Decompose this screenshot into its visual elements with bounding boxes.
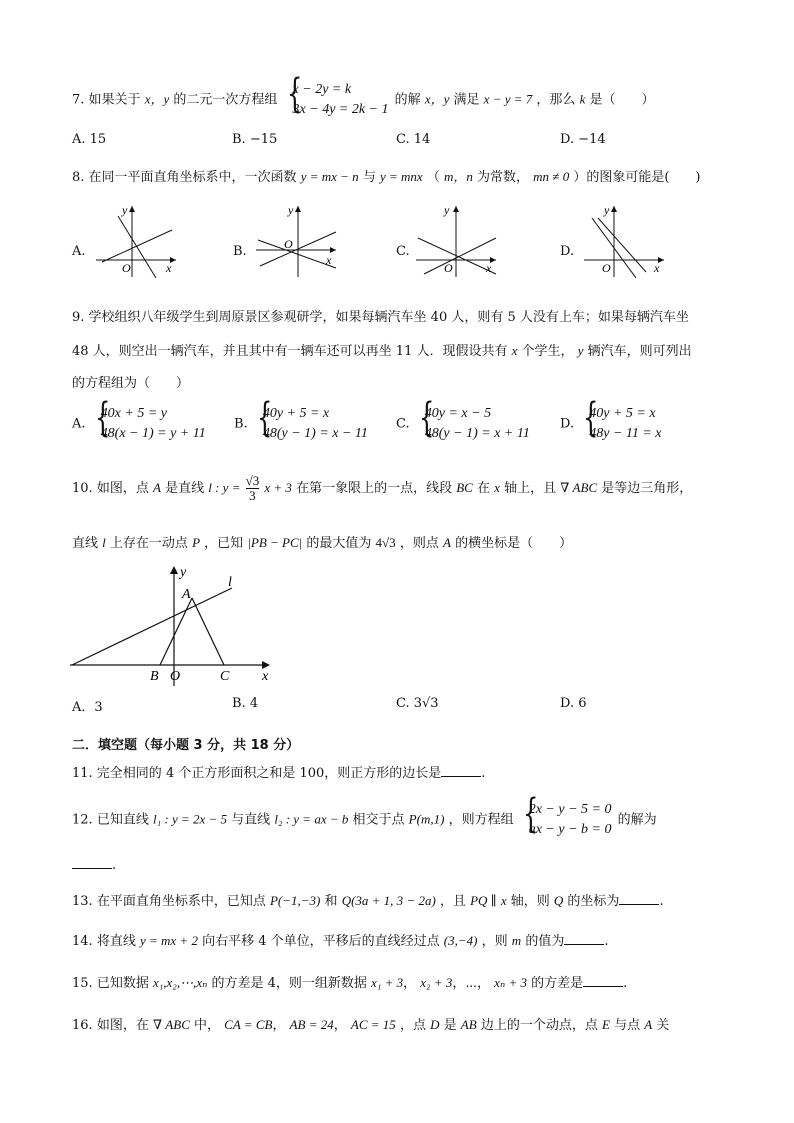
side-ac (192, 598, 224, 665)
origin-label: O (444, 261, 453, 275)
x-label: x (326, 253, 332, 267)
y-arrow (611, 206, 617, 212)
l-label: l (228, 575, 232, 590)
q8-graph-a (92, 202, 182, 280)
question-9-line-3: 的方程组为（ ） (72, 376, 190, 391)
equation-system: { 2x − y − 5 = 0 ax − y − b = 0 (520, 800, 612, 840)
q9-option-d[interactable]: D. { 40y + 5 = x 48y − 11 = x (560, 404, 664, 444)
q8-option-c[interactable]: C. (396, 244, 410, 259)
question-14: 14. 将直线 y = mx + 2 向右平移 4 个单位，平移后的直线经过点 (3,−4) ，则 m 的值为 . (72, 933, 609, 949)
answer-blank[interactable] (441, 764, 481, 777)
graph-line-1 (102, 230, 172, 262)
x-label: x (486, 261, 492, 275)
y-arrow (170, 566, 178, 574)
y-arrow (129, 206, 135, 212)
question-9-line-1: 9. 学校组织八年级学生到周原景区参观研学，如果每辆汽车坐 40 人，则有 5 人没有上车；如果每辆汽车坐 (72, 310, 689, 325)
q9-option-b[interactable]: B. { 40y + 5 = x 48(y − 1) = x − 11 (234, 404, 370, 444)
q7-option-a[interactable]: A. 15 (72, 132, 107, 147)
origin-label: O (602, 261, 611, 275)
q8-option-a[interactable]: A. (72, 244, 86, 259)
q10-option-d[interactable]: D. 6 (560, 696, 587, 711)
answer-blank[interactable] (583, 974, 623, 987)
point-b-label: B (150, 669, 159, 684)
point-c-label: C (220, 669, 230, 684)
question-12: 12. 已知直线 l₁ : y = 2x − 5 与直线 l₂ : y = ax − b 相交于点 P(m,1) ，则方程组 { 2x − y − 5 = 0 ax − y − b = 0 的解为 (72, 800, 657, 840)
origin-label: O (284, 237, 293, 251)
q10-option-b[interactable]: B. 4 (232, 696, 259, 711)
y-arrow (453, 206, 459, 212)
q7-option-d[interactable]: D. −14 (560, 132, 606, 147)
graph-line-1 (258, 240, 336, 268)
question-8: 8. 在同一平面直角坐标系中，一次函数 y = mx − n 与 y = mnx （ m，n 为常数， mn ≠ 0 ）的图象可能是( ) (72, 169, 701, 185)
q8-graph-d (580, 202, 670, 280)
q8-option-b[interactable]: B. (233, 244, 247, 259)
line-l (72, 588, 232, 665)
question-16: 16. 如图，在 ∇ ABC 中， CA = CB， AB = 24， AC = 15 ，点 D 是 AB 边上的一个动点，点 E 与点 A 关 (72, 1017, 670, 1033)
question-11: 11. 完全相同的 4 个正方形面积之和是 100，则正方形的边长是 . (72, 766, 486, 781)
q8-option-d[interactable]: D. (560, 244, 575, 259)
question-12-answer: . (72, 856, 116, 873)
x-label: x (262, 669, 269, 684)
q9-option-a[interactable]: A. { 40x + 5 = y 48(x − 1) = y + 11 (72, 404, 208, 444)
question-15: 15. 已知数据 x₁,x₂,⋯,xₙ 的方差是 4，则一组新数据 x₁ + 3， x₂ + 3，⋯， xₙ + 3 的方差是 . (72, 975, 628, 991)
q7-option-c[interactable]: C. 14 (396, 132, 431, 147)
answer-blank[interactable] (72, 856, 112, 869)
question-9-line-2: 48 人，则空出一辆汽车，并且其中有一辆车还可以再坐 11 人．现假设共有 x 个学生， y 辆汽车，则可列出 (72, 343, 692, 359)
q10-option-a[interactable]: A．3 (72, 700, 103, 715)
side-ab (160, 598, 192, 665)
question-13: 13. 在平面直角坐标系中，已知点 P(−1,−3) 和 Q(3a + 1, 3 − 2a) ，且 PQ ∥ x 轴，则 Q 的坐标为 . (72, 893, 664, 909)
origin-label: O (170, 669, 181, 684)
question-10-line-1: 10. 如图，点 A 是直线 l : y = $\frac{√3}{3}$ x + 3 在第一象限上的一点，线段 BC 在 x 轴上，且 ∇ ABC 是等边三角形， (72, 473, 693, 503)
y-arrow (295, 206, 301, 212)
question-10-line-2: 直线 l 上存在一动点 P ，已知 |PB − PC| 的最大值为 4√3 ，则点 A 的横坐标是（ ） (72, 535, 573, 551)
q8-graph-c (412, 202, 502, 280)
y-label: y (122, 203, 128, 217)
q7-option-b[interactable]: B. −15 (232, 132, 278, 147)
y-label: y (444, 203, 450, 217)
q10-figure (70, 562, 280, 686)
y-label: y (180, 565, 187, 580)
answer-blank[interactable] (619, 892, 659, 905)
y-label: y (288, 203, 294, 217)
question-7: 7. 如果关于 x，y 的二元一次方程组 { x − 2y = k 3x − 4y = 2k − 1 的解 x，y 满足 x − y = 7 ，那么 k 是（ ） (72, 80, 655, 120)
fraction: $\frac{√3}{3}$ (245, 473, 260, 503)
q10-option-c[interactable]: C. 3√3 (396, 696, 439, 711)
origin-label: O (122, 261, 131, 275)
q9-option-c[interactable]: C. { 40y = x − 5 48(y − 1) = x + 11 (396, 404, 532, 444)
x-label: x (654, 261, 660, 275)
point-a-label: A (182, 587, 191, 602)
section-2-heading: 二．填空题（每小题 3 分，共 18 分） (72, 738, 300, 753)
equation-system: { x − 2y = k 3x − 4y = 2k − 1 (284, 80, 389, 120)
answer-blank[interactable] (564, 932, 604, 945)
x-label: x (166, 261, 172, 275)
q8-graph-b (252, 202, 342, 280)
x-arrow (262, 661, 270, 669)
y-label: y (604, 203, 610, 217)
